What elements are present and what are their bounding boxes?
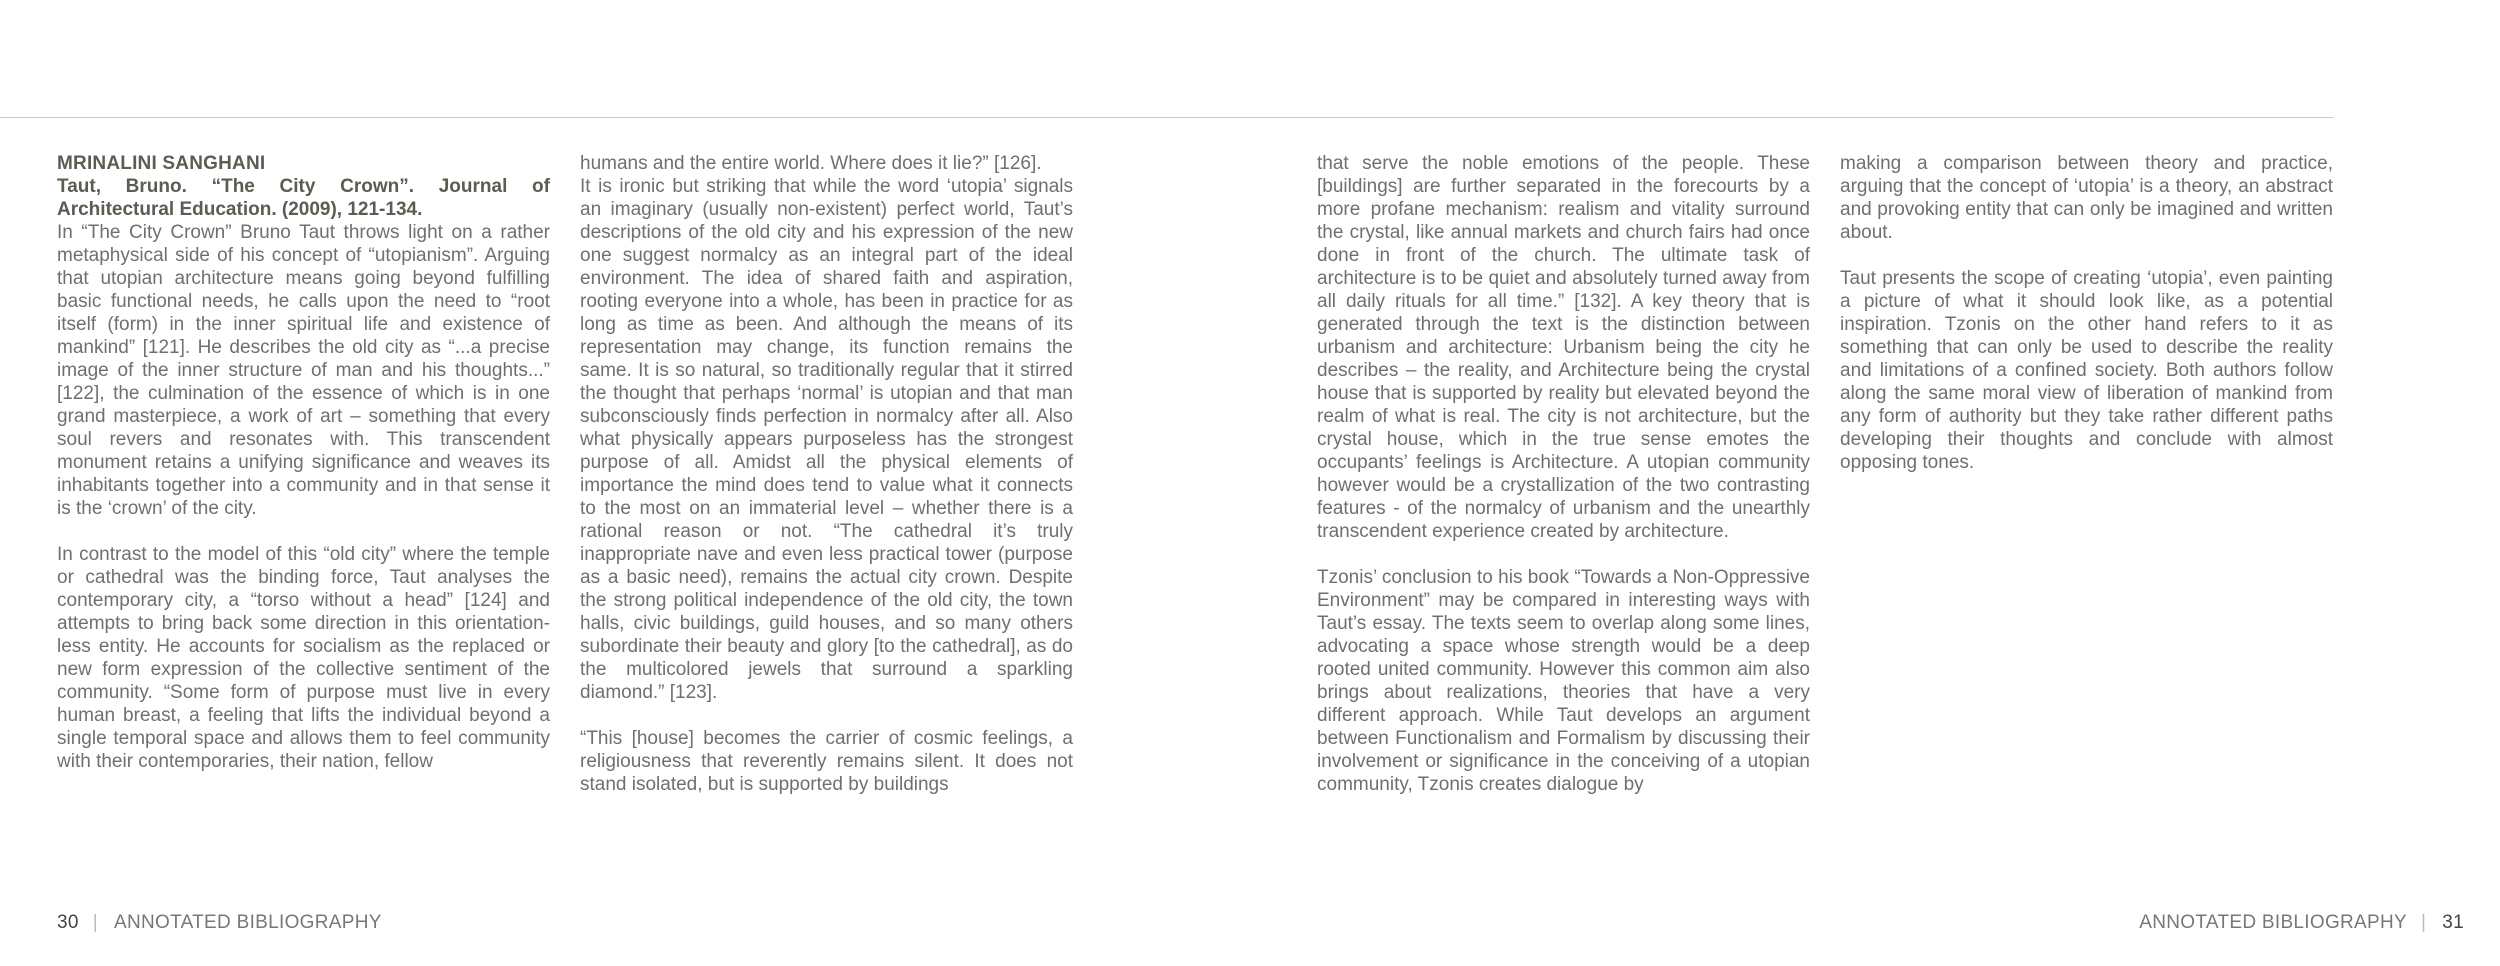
- page-number: 30: [57, 912, 79, 933]
- column-1: [57, 152, 550, 773]
- footer-left: [57, 912, 382, 934]
- paragraph: that serve the noble emotions of the people. These [buildings] are further separated in the forecourts by a more profane mechanism: realism and vitality surround the crystal, like annual markets and church fairs had once done in front of the church. The ultimate task of architecture is to be quiet and absolutely turned away from all daily rituals for all time.” [132]. A key theory that is generated through the text is the distinction between urbanism and architecture: Urbanism being the city he describes – the reality, and Architecture being the crystal house that is supported by reality but elevated beyond the realm of what is real. The city is not architecture, but the crystal house, which in the true sense emotes the occupants’ feelings is Architecture. A utopian community however would be a crystallization of the two contrasting features - of the normalcy of urbanism and the unearthly transcendent experience created by architecture.: [1317, 153, 1810, 542]
- paragraph: Taut presents the scope of creating ‘utopia’, even painting a picture of what it should look like, as a potential inspiration. Tzonis on the other hand refers to it as something that can only be used to describe the reality and limitations of a confined society. Both authors follow along the same moral view of liberation of mankind from any form of authority but they take rather different paths developing their thoughts and conclude with almost opposing tones.: [1840, 268, 2333, 473]
- paragraph: Tzonis’ conclusion to his book “Towards a Non-Oppressive Environment” may be compared in interesting ways with Taut’s essay. The texts seem to overlap along some lines, advocating a space whose strength would be a deep rooted united community. However this common aim also brings about realizations, theories that have a very different approach. While Taut develops an argument between Functionalism and Formalism by discussing their involvement or significance in the conceiving of a utopian community, Tzonis creates dialogue by: [1317, 567, 1810, 795]
- column-4: [1840, 152, 2333, 474]
- paragraph: In contrast to the model of this “old city” where the temple or cathedral was the binding force, Taut analyses the contemporary city, a “torso without a head” [124] and attempts to bring back some direction in this orientation-less entity. He accounts for socialism as the replaced or new form expression of the collective sentiment of the community. “Some form of purpose must live in every human breast, a feeling that lifts the individual beyond a single temporal space and allows them to feel community with their contemporaries, their nation, fellow: [57, 544, 550, 772]
- author-name: MRINALINI SANGHANI: [57, 153, 266, 174]
- paragraph: It is ironic but striking that while the word ‘utopia’ signals an imaginary (usually non-existent) perfect world, Taut’s descriptions of the old city and his expression of the new one suggest normalcy as an integral part of the ideal environment. The idea of shared faith and aspiration, rooting everyone into a whole, has been in practice for as long as time as been. And although the means of its representation may change, its function remains the same. It is so natural, so traditionally regular that it stirred the thought that perhaps ‘normal’ is utopian and that man subconsciously finds perfection in normalcy after all. Also what physically appears purposeless has the strongest purpose of all. Amidst all the physical elements of importance the mind does tend to value what it connects to the most on an immaterial level – whether there is a rational reason or not. “The cathedral it’s truly inappropriate nave and even less practical tower (purpose as a basic need), remains the actual city crown. Despite the strong political independence of the old city, the town halls, civic buildings, guild houses, and so many others subordinate their beauty and glory [to the cathedral], as do the multicolored jewels that surround a sparkling diamond.” [123].: [580, 176, 1073, 703]
- column-3: [1317, 152, 1810, 796]
- paragraph: In “The City Crown” Bruno Taut throws light on a rather metaphysical side of his concept of “utopianism”. Arguing that utopian architecture means going beyond fulfilling basic functional needs, he calls upon the need to “root itself (form) in the inner spiritual life and existence of mankind” [121]. He describes the old city as “...a precise image of the inner structure of man and his thoughts...” [122], the culmination of the essence of which is in one grand masterpiece, a work of art – something that every soul revers and resonates with. This transcendent monument retains a unifying significance and weaves its inhabitants together into a community and in that sense it is the ‘crown’ of the city.: [57, 222, 550, 519]
- footer-right: [2139, 912, 2464, 934]
- header-rule: [0, 117, 2333, 118]
- footer-separator: |: [2421, 912, 2427, 933]
- section-title: ANNOTATED BIBLIOGRAPHY: [113, 912, 382, 933]
- paragraph: “This [house] becomes the carrier of cosmic feelings, a religiousness that reverently remains silent. It does not stand isolated, but is supported by buildings: [580, 728, 1073, 795]
- paragraph: making a comparison between theory and practice, arguing that the concept of ‘utopia’ is a theory, an abstract and provoking entity that can only be imagined and written about.: [1840, 153, 2333, 243]
- section-title: ANNOTATED BIBLIOGRAPHY: [2139, 912, 2408, 933]
- paragraph: humans and the entire world. Where does it lie?” [126].: [580, 153, 1042, 174]
- column-2: [580, 152, 1073, 796]
- footer-separator: |: [92, 912, 98, 933]
- page-number: 31: [2442, 912, 2464, 933]
- citation: Taut, Bruno. “The City Crown”. Journal of Architectural Education. (2009), 121-134.: [57, 176, 550, 220]
